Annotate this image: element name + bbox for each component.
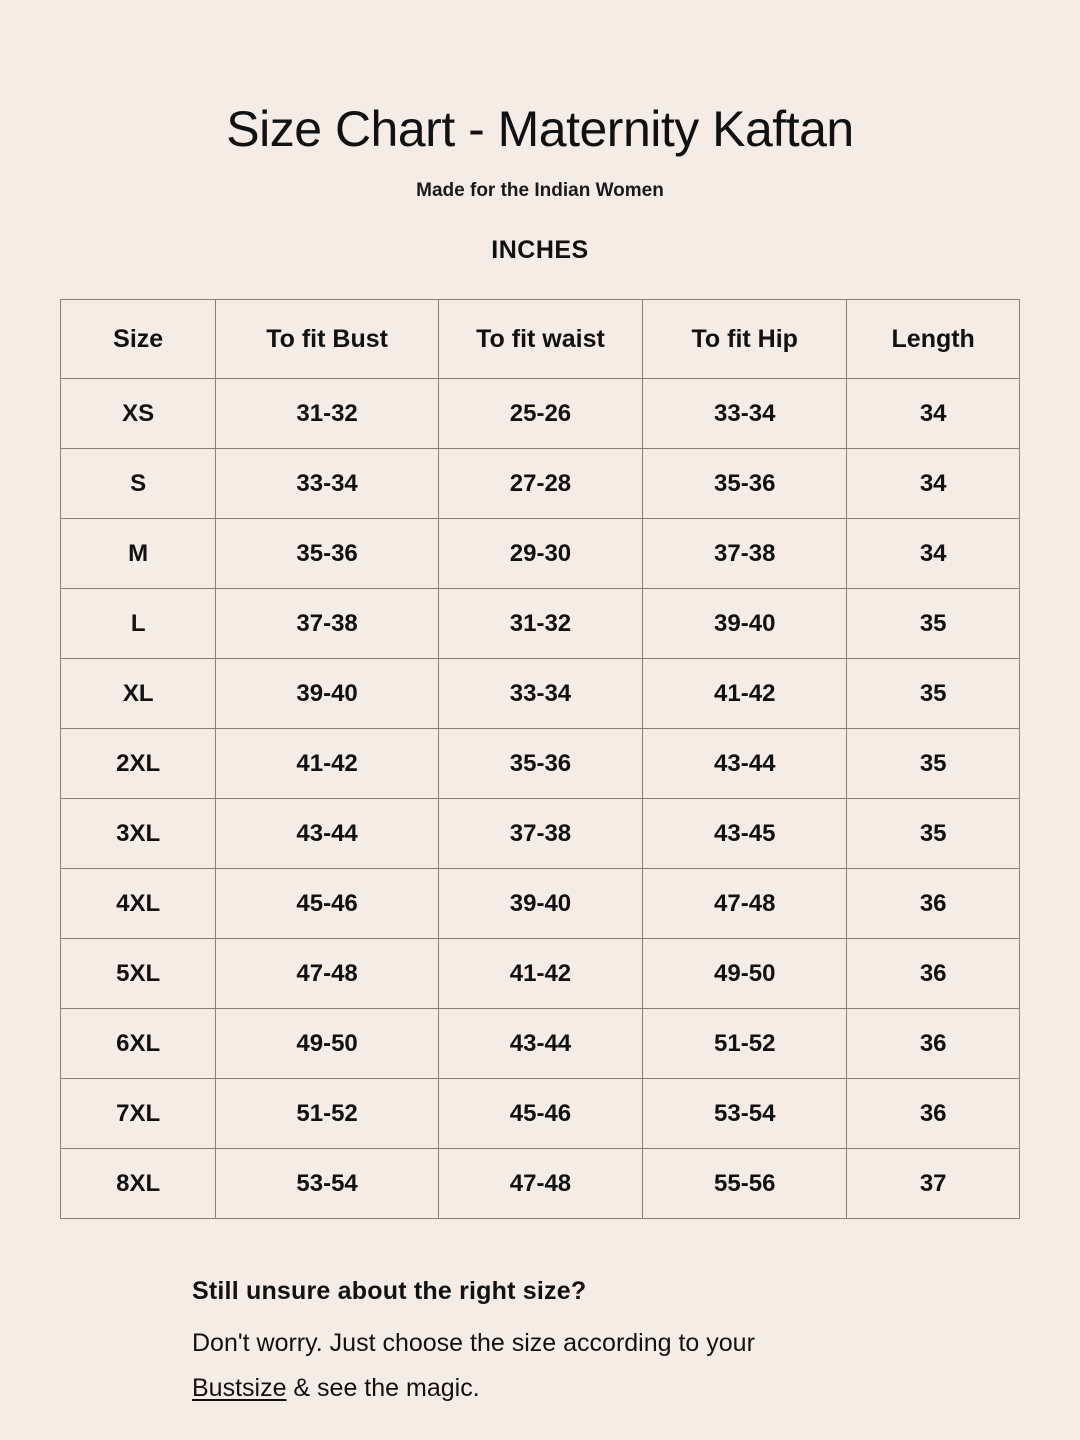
cell-waist: 47-48 — [438, 1149, 642, 1219]
table-row — [61, 589, 1020, 659]
cell-length: 36 — [847, 1079, 1020, 1149]
footer-line-2-rest: & see the magic. — [286, 1373, 480, 1402]
cell-waist: 33-34 — [438, 659, 642, 729]
cell-waist: 41-42 — [438, 939, 642, 1009]
cell-bust: 37-38 — [216, 589, 438, 659]
table-row — [61, 379, 1020, 449]
cell-length: 35 — [847, 659, 1020, 729]
cell-bust: 47-48 — [216, 939, 438, 1009]
cell-size: M — [61, 519, 216, 589]
table-row — [61, 939, 1020, 1009]
footer-line-2 — [192, 1369, 952, 1408]
table-header — [61, 300, 1020, 379]
table-row — [61, 519, 1020, 589]
cell-bust: 39-40 — [216, 659, 438, 729]
cell-hip: 35-36 — [643, 449, 847, 519]
cell-hip: 53-54 — [643, 1079, 847, 1149]
cell-waist: 27-28 — [438, 449, 642, 519]
cell-size: 8XL — [61, 1149, 216, 1219]
cell-size: 4XL — [61, 869, 216, 939]
cell-waist: 29-30 — [438, 519, 642, 589]
cell-length: 35 — [847, 799, 1020, 869]
cell-bust: 41-42 — [216, 729, 438, 799]
cell-waist: 45-46 — [438, 1079, 642, 1149]
cell-size: 5XL — [61, 939, 216, 1009]
footer-note — [192, 1277, 952, 1408]
cell-bust: 33-34 — [216, 449, 438, 519]
cell-waist: 39-40 — [438, 869, 642, 939]
table-body — [61, 379, 1020, 1219]
unit-label: INCHES — [491, 236, 589, 264]
cell-hip: 49-50 — [643, 939, 847, 1009]
cell-hip: 47-48 — [643, 869, 847, 939]
cell-bust: 35-36 — [216, 519, 438, 589]
table-header-row — [61, 300, 1020, 379]
bustsize-link[interactable]: Bustsize — [192, 1373, 287, 1402]
size-table-container — [60, 299, 1020, 1219]
table-row — [61, 449, 1020, 519]
cell-size: S — [61, 449, 216, 519]
cell-waist: 31-32 — [438, 589, 642, 659]
cell-length: 36 — [847, 1009, 1020, 1079]
table-row — [61, 1009, 1020, 1079]
page-subtitle: Made for the Indian Women — [416, 180, 664, 201]
cell-bust: 45-46 — [216, 869, 438, 939]
cell-size: 3XL — [61, 799, 216, 869]
page-title: Size Chart - Maternity Kaftan — [226, 101, 854, 157]
cell-waist: 43-44 — [438, 1009, 642, 1079]
cell-size: 6XL — [61, 1009, 216, 1079]
cell-length: 34 — [847, 519, 1020, 589]
cell-length: 36 — [847, 869, 1020, 939]
cell-hip: 37-38 — [643, 519, 847, 589]
cell-size: XL — [61, 659, 216, 729]
table-row — [61, 869, 1020, 939]
cell-length: 37 — [847, 1149, 1020, 1219]
cell-waist: 37-38 — [438, 799, 642, 869]
cell-hip: 41-42 — [643, 659, 847, 729]
cell-hip: 43-44 — [643, 729, 847, 799]
footer-heading: Still unsure about the right size? — [192, 1277, 587, 1305]
column-header-size: Size — [61, 300, 216, 379]
cell-hip: 55-56 — [643, 1149, 847, 1219]
cell-length: 35 — [847, 589, 1020, 659]
cell-bust: 31-32 — [216, 379, 438, 449]
footer-line-1: Don't worry. Just choose the size according to your — [192, 1329, 755, 1357]
table-row — [61, 659, 1020, 729]
cell-length: 34 — [847, 449, 1020, 519]
table-row — [61, 1149, 1020, 1219]
cell-size: XS — [61, 379, 216, 449]
cell-waist: 35-36 — [438, 729, 642, 799]
column-header-bust: To fit Bust — [216, 300, 438, 379]
cell-length: 34 — [847, 379, 1020, 449]
size-table — [60, 299, 1020, 1219]
cell-bust: 51-52 — [216, 1079, 438, 1149]
cell-length: 35 — [847, 729, 1020, 799]
table-row — [61, 729, 1020, 799]
cell-hip: 33-34 — [643, 379, 847, 449]
cell-hip: 51-52 — [643, 1009, 847, 1079]
cell-bust: 49-50 — [216, 1009, 438, 1079]
cell-bust: 53-54 — [216, 1149, 438, 1219]
cell-bust: 43-44 — [216, 799, 438, 869]
column-header-hip: To fit Hip — [643, 300, 847, 379]
cell-size: 7XL — [61, 1079, 216, 1149]
column-header-length: Length — [847, 300, 1020, 379]
cell-waist: 25-26 — [438, 379, 642, 449]
table-row — [61, 1079, 1020, 1149]
cell-size: 2XL — [61, 729, 216, 799]
cell-size: L — [61, 589, 216, 659]
cell-hip: 39-40 — [643, 589, 847, 659]
cell-length: 36 — [847, 939, 1020, 1009]
cell-hip: 43-45 — [643, 799, 847, 869]
table-row — [61, 799, 1020, 869]
column-header-waist: To fit waist — [438, 300, 642, 379]
